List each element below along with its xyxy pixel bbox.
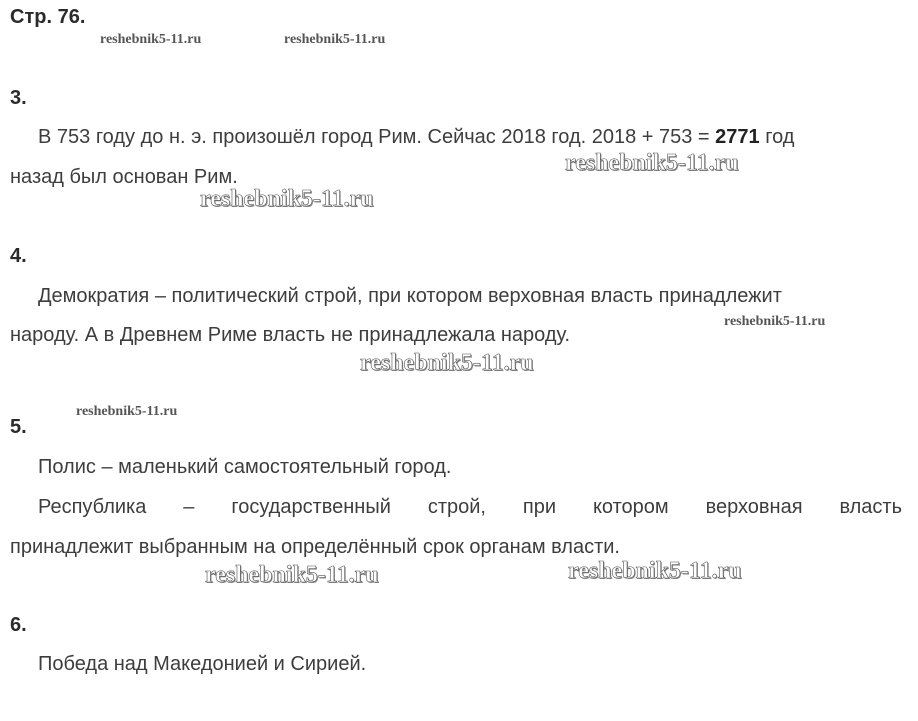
watermark: reshebnik5-11.ru (568, 558, 742, 584)
watermark: reshebnik5-11.ru (284, 32, 386, 47)
watermark: reshebnik5-11.ru (565, 150, 739, 176)
answer-text: год (759, 126, 795, 148)
watermark: reshebnik5-11.ru (360, 350, 534, 376)
watermark: reshebnik5-11.ru (205, 562, 379, 588)
watermark: reshebnik5-11.ru (100, 32, 202, 47)
question-number: 5. (10, 416, 27, 438)
answer-line: Республика – государственный строй, при котором верховная власть (38, 496, 902, 518)
answer-line: Демократия – политический строй, при котором верховная власть принадлежит (38, 285, 782, 307)
answer-text: В 753 году до н. э. произошёл город Рим. Сейчас 2018 год. 2018 + 753 = (38, 126, 716, 148)
watermark: reshebnik5-11.ru (200, 186, 374, 212)
answer-line (38, 126, 794, 149)
page-title: Стр. 76. (10, 6, 86, 28)
question-number: 4. (10, 245, 27, 267)
question-number: 6. (10, 614, 27, 636)
watermark: reshebnik5-11.ru (76, 404, 178, 419)
answer-line: народу. А в Древнем Риме власть не принадлежала народу. (10, 324, 571, 346)
watermark: reshebnik5-11.ru (724, 314, 826, 329)
answer-highlight: 2771 (715, 126, 760, 148)
question-number: 3. (10, 87, 27, 109)
answer-line: Победа над Македонией и Сирией. (38, 653, 367, 675)
answer-line: принадлежит выбранным на определённый срок органам власти. (10, 536, 620, 558)
answer-line: Полис – маленький самостоятельный город. (38, 456, 452, 478)
answer-line: назад был основан Рим. (10, 166, 238, 188)
